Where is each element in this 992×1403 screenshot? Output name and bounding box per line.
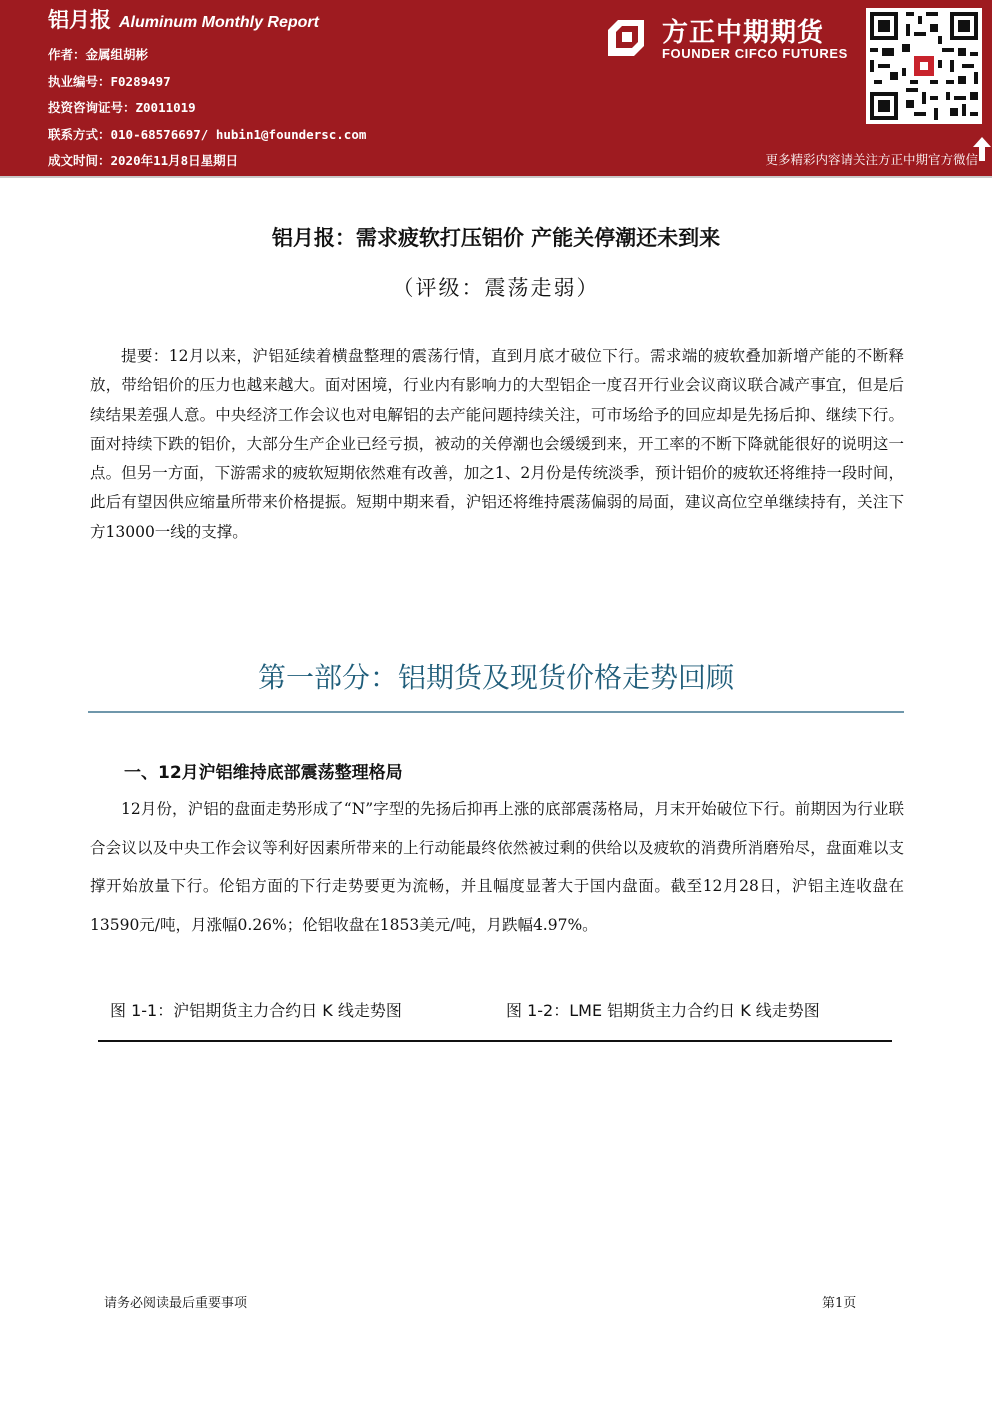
rating-label: （评级：震荡走弱） <box>392 276 600 300</box>
footer-notice: 请务必阅读最后重要事项 <box>104 1296 248 1311</box>
date-line: 成文时间：2020年11月8日星期日 <box>48 153 239 168</box>
sub-heading: 一、12月沪铝维持底部震荡整理格局 <box>124 763 403 783</box>
report-name-cn: 铝月报 <box>48 8 111 32</box>
section-divider <box>88 711 904 713</box>
contact-line[interactable]: 联系方式：010-68576697/ hubin1@foundersc.com <box>48 126 367 142</box>
report-header <box>0 0 992 176</box>
body-paragraph: 12月份，沪铝的盘面走势形成了“N”字型的先扬后抑再上涨的底部震荡格局，月末开始破位下行。前期因为行业联合会议以及中央工作会议等利好因素所带来的上行动能最终依然被过剩的供给以及疲软的消费所消磨殆尽，盘面难以支撑开始放量下行。伦铝方面的下行走势要更为流畅，并且幅度显著大于国内盘面。截至12月28日，沪铝主连收盘在13590元/吨，月涨幅0.26%；伦铝收盘在1853美元/吨，月跌幅4.97%。 <box>90 800 904 934</box>
report-title-row <box>48 4 319 38</box>
author-meta <box>48 44 366 177</box>
figure-2-rule <box>494 1040 892 1042</box>
advisory-line: 投资咨询证号：Z0011019 <box>48 100 196 115</box>
company-logo <box>604 12 856 68</box>
section-title: 第一部分：铝期货及现货价格走势回顾 <box>257 661 734 694</box>
qr-code-icon[interactable] <box>866 8 982 124</box>
figure-1-caption: 图 1-1：沪铝期货主力合约日 K 线走势图 <box>110 1001 402 1020</box>
license-line: 执业编号：F0289497 <box>48 73 171 89</box>
author-line: 作者：金属组胡彬 <box>48 47 149 62</box>
figure-1-rule <box>98 1040 494 1042</box>
logo-name-en: FOUNDER CIFCO FUTURES <box>662 46 848 61</box>
logo-name-cn: 方正中期期货 <box>662 18 825 48</box>
page-number: 第1页 <box>822 1296 857 1311</box>
figure-2-caption: 图 1-2：LME 铝期货主力合约日 K 线走势图 <box>506 1001 820 1020</box>
wechat-follow-note: 更多精彩内容请关注方正中期官方微信 <box>765 152 978 167</box>
abstract-paragraph: 提要：12月以来，沪铝延续着横盘整理的震荡行情，直到月底才破位下行。需求端的疲软叠加新增产能的不断释放，带给铝价的压力也越来越大。面对困境，行业内有影响力的大型铝企一度召开行业会议商议联合减产事宜，但是后续结果差强人意。中央经济工作会议也对电解铝的去产能问题持续关注，可市场给予的回应却是先扬后抑、继续下行。面对持续下跌的铝价，大部分生产企业已经亏损，被动的关停潮也会缓缓到来，开工率的不断下降就能很好的说明这一点。但另一方面，下游需求的疲软短期依然难有改善，加之1、2月份是传统淡季，预计铝价的疲软还将维持一段时间，此后有望因供应缩量所带来价格提振。短期中期来看，沪铝还将维持震荡偏弱的局面，建议高位空单继续持有，关注下方13000一线的支撑。 <box>90 347 904 541</box>
report-name-en: Aluminum Monthly Report <box>119 14 319 31</box>
founder-logo-icon <box>604 16 648 60</box>
header-divider <box>0 176 992 178</box>
document-title: 铝月报：需求疲软打压铝价 产能关停潮还未到来 <box>271 226 721 250</box>
